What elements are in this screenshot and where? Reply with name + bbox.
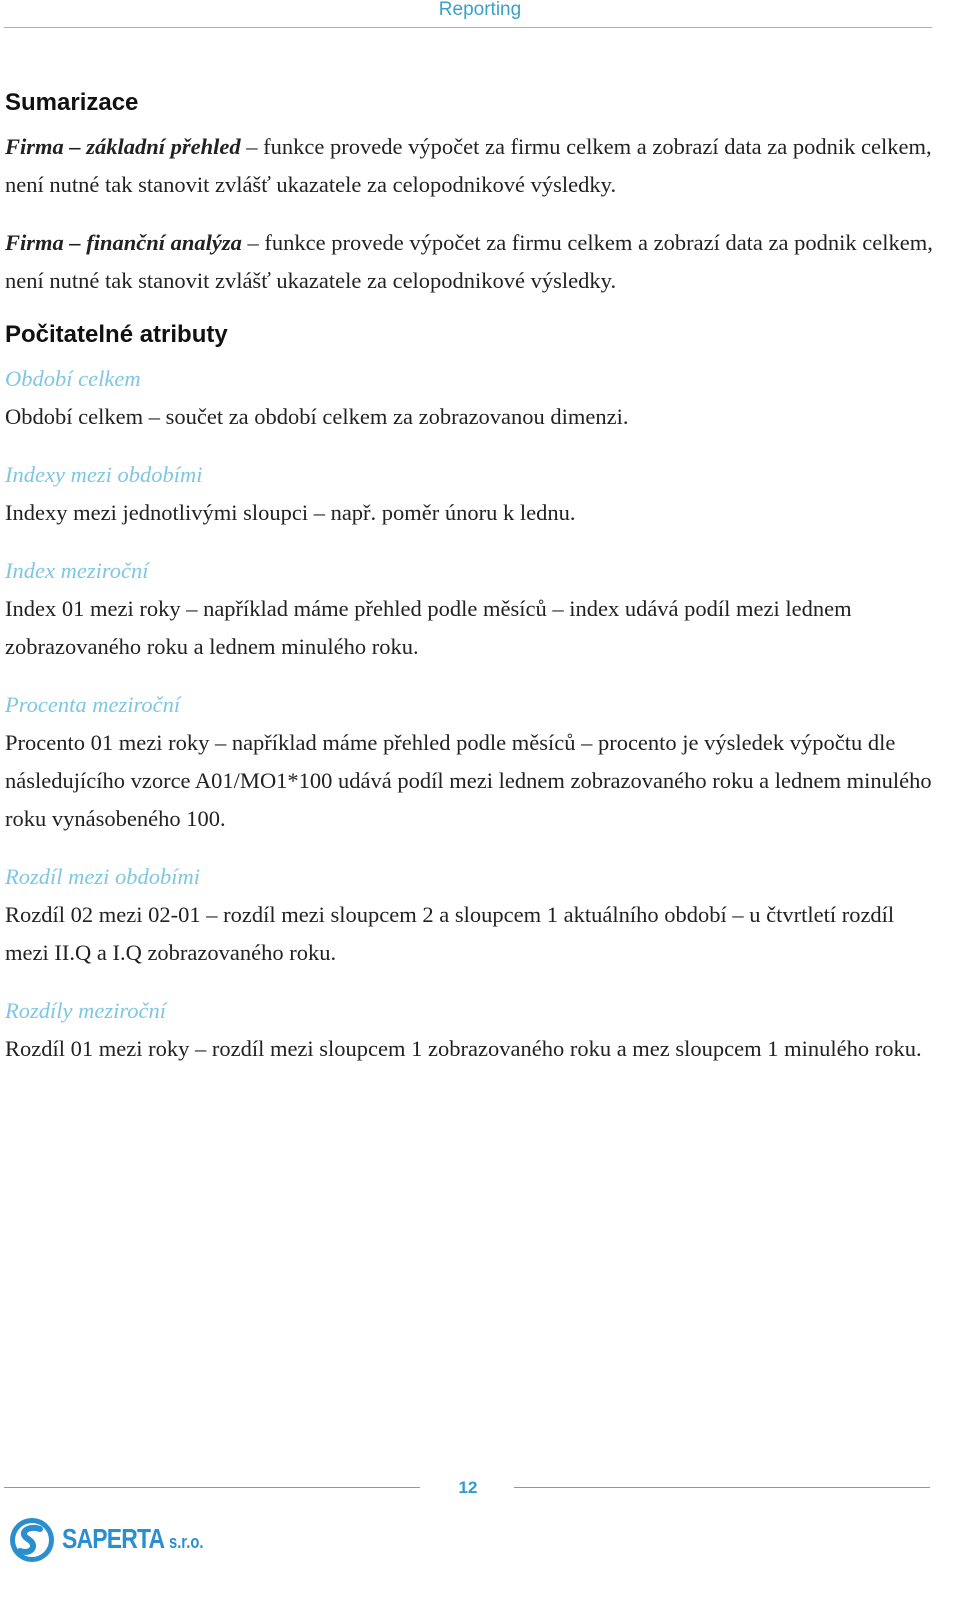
attribute-title-yoy-diff: Rozdíly meziroční	[5, 998, 167, 1023]
header-divider	[4, 27, 932, 28]
attribute-text-yoy-diff: Rozdíl 01 mezi roky – rozdíl mezi sloupcem 1 zobrazovaného roku a mez sloupcem 1 minulého roku.	[5, 1036, 922, 1061]
attribute-text-period-diff: Rozdíl 02 mezi 02-01 – rozdíl mezi sloupcem 2 a sloupcem 1 aktuálního období – u čtvrtletí rozdíl mezi II.Q a I.Q zobrazovaného roku.	[5, 902, 895, 965]
footer-divider-left	[4, 1487, 420, 1488]
summary-term-1: Firma – základní přehled	[5, 134, 241, 159]
logo-suffix: s.r.o.	[168, 1532, 204, 1552]
attribute-text-yoy-percent: Procento 01 mezi roky – například máme přehled podle měsíců – procento je výsledek výpočtu dle následujícího vzorce A01/MO1*100 udává podíl mezi lednem zobrazovaného roku a lednem minulého roku vynásobeného 100.	[5, 730, 932, 831]
attribute-title-yoy-percent: Procenta meziroční	[5, 692, 181, 717]
page-header-title: Reporting	[438, 0, 522, 20]
attribute-title-period-diff: Rozdíl mezi obdobími	[5, 864, 200, 889]
attribute-text-period-indexes: Indexy mezi jednotlivými sloupci – např. poměr únoru k lednu.	[5, 500, 576, 525]
footer-divider-right	[514, 1487, 930, 1488]
summary-text-1: – funkce provede výpočet za firmu celkem a zobrazí data za podnik celkem, není nutné tak stanovit zvlášť ukazatele za celopodnikové výsledky.	[5, 134, 932, 197]
attribute-title-yoy-index: Index meziroční	[5, 558, 149, 583]
page-number: 12	[458, 1478, 478, 1497]
summary-term-2: Firma – finanční analýza	[5, 230, 242, 255]
section-heading-attributes: Počitatelné atributy	[5, 321, 228, 348]
document-body	[5, 88, 935, 1068]
attribute-title-period-total: Období celkem	[5, 366, 141, 391]
summary-paragraph-2	[5, 224, 935, 300]
section-heading-summary: Sumarizace	[5, 89, 139, 116]
logo-name: SAPERTA	[62, 1523, 164, 1554]
summary-text-2: – funkce provede výpočet za firmu celkem a zobrazí data za podnik celkem, není nutné tak stanovit zvlášť ukazatele za celopodnikové výsledky.	[5, 230, 933, 293]
summary-paragraph-1	[5, 128, 935, 204]
attribute-text-period-total: Období celkem – součet za období celkem za zobrazovanou dimenzi.	[5, 404, 629, 429]
attribute-title-period-indexes: Indexy mezi obdobími	[5, 462, 203, 487]
company-logo-text	[62, 1523, 203, 1555]
attribute-text-yoy-index: Index 01 mezi roky – například máme přehled podle měsíců – index udává podíl mezi lednem zobrazovaného roku a lednem minulého roku.	[5, 596, 852, 659]
